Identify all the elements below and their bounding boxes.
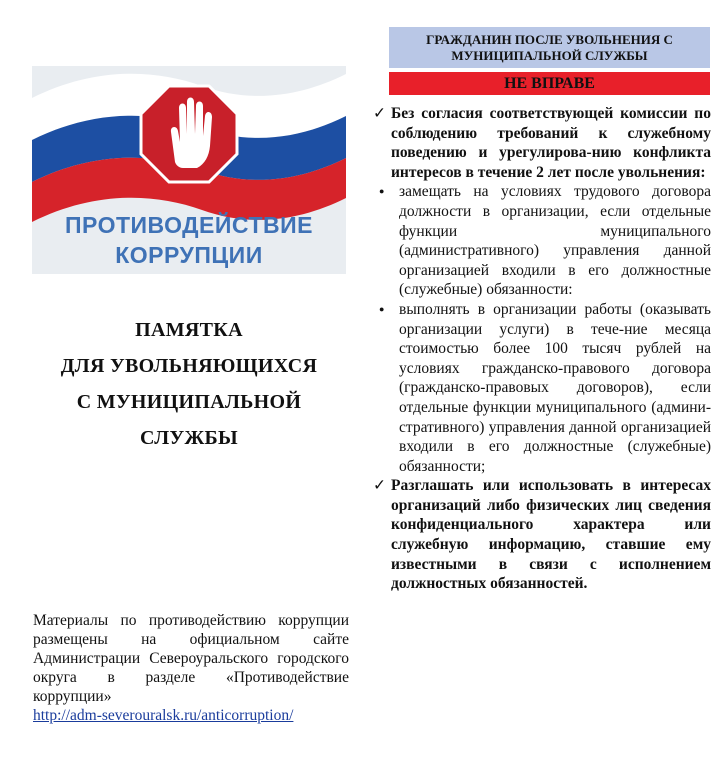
list-item-text: замещать на условиях трудового договора должности в организации, если отдельные функции муниципального (административного) управления данной организацией входили в его должностные (служебные) обязанности:	[399, 183, 711, 299]
banner-title-line2: КОРРУПЦИИ	[115, 242, 263, 268]
list-item	[369, 104, 711, 182]
memo-title-line: ДЛЯ УВОЛЬНЯЮЩИХСЯ	[60, 355, 318, 377]
section-header-text: ГРАЖДАНИН ПОСЛЕ УВОЛЬНЕНИЯ С МУНИЦИПАЛЬНОЙ СЛУЖБЫ	[426, 31, 673, 63]
section-header	[389, 27, 710, 68]
list-item-text: Без согласия соответствующей комиссии по соблюдению требований к служебному поведению и урегулирова-нию конфликта интересов в течение 2 лет после увольнения:	[391, 105, 711, 181]
list-item-text: выполнять в организации работы (оказывать организации услуги) в тече-ние месяца стоимостью более 100 тысяч рублей на условиях гражданско-правового договора (гражданско-правовых договоров), если отдельные функции муниципального (админи-стративного) управления данной организацией входили в его должностные (служебные) обязанности;	[399, 300, 711, 475]
banner-title-line1: ПРОТИВОДЕЙСТВИЕ	[65, 212, 313, 238]
prohibitions-list	[369, 104, 711, 594]
check-icon: ✓	[373, 105, 386, 122]
not-allowed-banner: НЕ ВПРАВЕ	[389, 72, 710, 95]
bullet-icon: ●	[379, 186, 385, 197]
anticorruption-banner	[32, 66, 346, 274]
stop-hand-icon	[139, 84, 239, 184]
list-item	[369, 476, 711, 594]
anticorruption-link[interactable]: http://adm-severouralsk.ru/anticorruption/	[33, 707, 294, 724]
memo-title-line: ПАМЯТКА	[135, 319, 243, 341]
footer-text: Материалы по противодействию коррупции размещены на официальном сайте Администрации Североуральского городского округа в разделе «Противодействие коррупции»	[33, 612, 349, 705]
list-item-text: Разглашать или использовать в интересах организаций либо физических лиц сведения конфиденциального характера или служебную информацию, ставшие ему известными в связи с исполнением должностных обязанностей.	[391, 477, 711, 593]
bullet-icon: ●	[379, 303, 385, 314]
memo-title	[32, 312, 346, 456]
memo-title-line: СЛУЖБЫ	[140, 427, 238, 449]
memo-title-line: С МУНИЦИПАЛЬНОЙ	[76, 391, 302, 413]
check-icon: ✓	[373, 477, 386, 495]
list-item	[369, 182, 711, 300]
footer-note	[33, 611, 349, 725]
list-item	[369, 300, 711, 476]
